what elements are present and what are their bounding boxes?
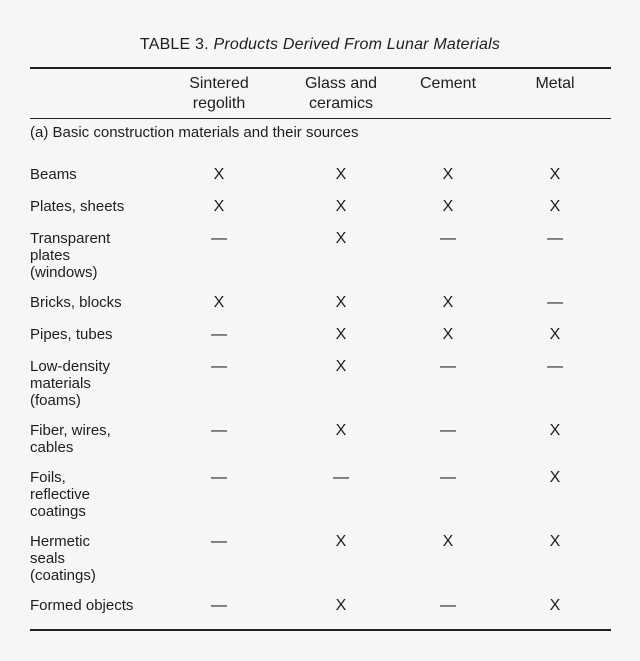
row-label-line: Pipes, tubes <box>30 326 113 343</box>
table-cell: X <box>335 597 347 614</box>
table-cell: X <box>549 326 561 343</box>
table-cell: — <box>211 326 227 343</box>
row-label-line: Formed objects <box>30 597 134 614</box>
column-header-line: regolith <box>192 95 246 112</box>
table-cell: X <box>442 326 454 343</box>
row-label-line: seals <box>30 550 66 567</box>
table-cell: — <box>440 230 456 247</box>
row-label-line: (foams) <box>30 392 81 409</box>
row-label-line: cables <box>30 439 74 456</box>
table-cell: — <box>211 469 227 486</box>
table-cell: X <box>549 198 561 215</box>
table-cell: X <box>442 198 454 215</box>
table-cell: X <box>213 198 225 215</box>
row-label-line: materials <box>30 375 91 392</box>
row-label-line: reflective <box>30 486 91 503</box>
table-cell: X <box>335 294 347 311</box>
row-label-line: (windows) <box>30 264 98 281</box>
table-cell: X <box>442 294 454 311</box>
table-cell: X <box>213 294 225 311</box>
table-cell: X <box>335 198 347 215</box>
row-label <box>30 198 160 215</box>
table-title-number: TABLE 3. <box>139 36 209 53</box>
row-label-line: Beams <box>30 166 77 183</box>
table-cell: X <box>335 326 347 343</box>
column-header-line: Cement <box>419 75 477 92</box>
table-cell: — <box>440 597 456 614</box>
table-cell: — <box>211 597 227 614</box>
row-label <box>30 230 160 281</box>
table-cell: X <box>549 469 561 486</box>
table-cell: X <box>442 533 454 550</box>
row-label-line: Foils, <box>30 469 66 486</box>
row-label <box>30 358 160 409</box>
row-label <box>30 469 160 520</box>
row-label-line: plates <box>30 247 71 264</box>
section-heading: (a) Basic construction materials and their sources <box>30 124 359 141</box>
row-label-line: Fiber, wires, <box>30 422 111 439</box>
table-cell: X <box>549 533 561 550</box>
table-cell: — <box>440 358 456 375</box>
row-label <box>30 533 160 584</box>
table-cell: X <box>335 230 347 247</box>
table-cell: — <box>440 422 456 439</box>
column-header <box>495 74 615 94</box>
table-cell: X <box>335 533 347 550</box>
row-label-line: (coatings) <box>30 567 96 584</box>
top-rule <box>30 67 611 69</box>
row-label-line: Transparent <box>30 230 111 247</box>
table-cell: — <box>211 422 227 439</box>
table-cell: — <box>211 533 227 550</box>
table-cell: X <box>335 166 347 183</box>
row-label <box>30 166 160 183</box>
row-label-line: Bricks, blocks <box>30 294 122 311</box>
column-header-line: ceramics <box>308 95 373 112</box>
table-title-text: Products Derived From Lunar Materials <box>213 36 501 53</box>
column-header-line: Sintered <box>189 75 249 92</box>
column-header-line: Glass and <box>304 75 378 92</box>
table-cell: — <box>547 358 563 375</box>
row-label <box>30 294 160 311</box>
column-header-line: Metal <box>535 75 575 92</box>
table-cell: X <box>335 422 347 439</box>
bottom-rule <box>30 629 611 631</box>
row-label <box>30 597 160 614</box>
row-label <box>30 422 160 456</box>
column-header <box>281 74 401 114</box>
table-cell: X <box>442 166 454 183</box>
table-title <box>0 36 640 54</box>
header-rule <box>30 118 611 119</box>
row-label-line: coatings <box>30 503 86 520</box>
row-label-line: Plates, sheets <box>30 198 125 215</box>
table-cell: — <box>440 469 456 486</box>
row-label-line: Hermetic <box>30 533 91 550</box>
table-cell: X <box>335 358 347 375</box>
row-label-line: Low-density <box>30 358 111 375</box>
table-cell: X <box>549 597 561 614</box>
table-cell: X <box>549 166 561 183</box>
table-cell: — <box>547 230 563 247</box>
column-header <box>159 74 279 114</box>
table-cell: — <box>547 294 563 311</box>
table-cell: X <box>213 166 225 183</box>
table-cell: — <box>333 469 349 486</box>
row-label <box>30 326 160 343</box>
table-cell: — <box>211 230 227 247</box>
column-header <box>388 74 508 94</box>
table-cell: X <box>549 422 561 439</box>
table-cell: — <box>211 358 227 375</box>
